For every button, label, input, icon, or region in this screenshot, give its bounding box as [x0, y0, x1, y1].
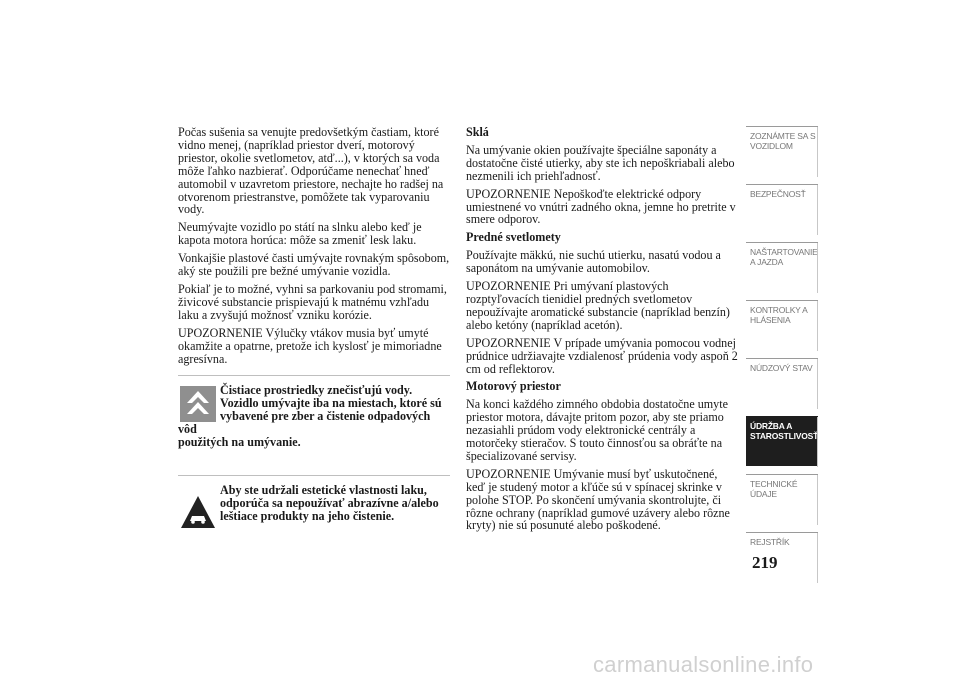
tab-maintenance[interactable]	[746, 416, 818, 466]
notice1-line1: Čistiace prostriedky znečisťujú vody.	[220, 383, 413, 398]
notice1-line2: Vozidlo umývajte iba na miestach, ktoré sú	[220, 396, 442, 411]
paragraph-sun: Neumývajte vozidlo po státí na slnku alebo keď je kapota motora horúca: môže sa zmeniť lesk laku.	[178, 220, 422, 248]
notice2-line3: leštiace produkty na jeho čistenie.	[220, 508, 395, 523]
tab-label: TECHNICKÉ	[750, 479, 798, 489]
tab-label: REJSTŘÍK	[750, 537, 790, 547]
car-warning-icon	[180, 494, 216, 530]
tab-safety[interactable]	[746, 184, 818, 234]
paragraph-trees: Pokiaľ je to možné, vyhni sa parkovaniu pod stromami, živicové substancie prispievajú k matnému vzhľadu laku a zvyšujú možnosť vzniku korózie.	[178, 281, 447, 322]
page-number: 219	[752, 553, 778, 572]
chapter-tabs	[746, 126, 818, 590]
notice2-line1: Aby ste udržali estetické vlastnosti laku,	[220, 482, 427, 497]
notice1-line3: vybavené pre zber a čistenie odpadových vôd	[178, 409, 431, 437]
right-column	[466, 126, 738, 537]
tab-label: NÚDZOVÝ STAV	[750, 363, 813, 373]
tab-label: ZOZNÁMTE SA S	[750, 131, 816, 141]
tab-label: KONTROLKY A	[750, 305, 808, 315]
paint-notice	[178, 475, 450, 523]
notice1-line4: použitých na umývanie.	[178, 435, 301, 450]
paragraph-engine: Na konci každého zimného obdobia dostatočne umyte priestor motora, dávajte pritom pozor, aby ste priamo nezasiahli prúdom vody elektronické centrály a motorčeky stieračov. S touto činnosťou sa obráťte na špecializované servisy.	[466, 397, 728, 463]
heading-headlights: Predné svetlomety	[466, 230, 561, 245]
paragraph-rear-window-warning: UPOZORNENIE Nepoškoďte elektrické odpory umiestnené vo vnútri zadného okna, jemne ho pretrite v smere odporov.	[466, 186, 736, 227]
tab-label: HLÁSENIA	[750, 315, 791, 325]
paragraph-drying: Počas sušenia sa venujte predovšetkým častiam, ktoré vidno menej, (napríklad priestor dverí, motorový priestor, okolie svetlometov, atď...), v ktorých sa voda môže ľahko nazbierať. Odporúčame nenechať hneď automobil v uzavretom priestore, nechajte ho radšej na otvorenom priestranstve, pomôžete tak vyparovaniu vody.	[178, 125, 444, 217]
tab-emergency[interactable]	[746, 358, 818, 408]
tab-starting-driving[interactable]	[746, 242, 818, 292]
tab-label: ÚDAJE	[750, 489, 777, 499]
paragraph-headlights-warning: UPOZORNENIE Pri umývaní plastových rozptyľovacích tienidiel predných svetlometov nepoužívajte aromatické substancie (napríklad benzín) alebo ketóny (napríklad acetón).	[466, 279, 730, 332]
tab-warning-lights[interactable]	[746, 300, 818, 350]
watermark: carmanualsonline.info	[593, 652, 814, 677]
paragraph-birds-warning: UPOZORNENIE Výlučky vtákov musia byť umyté okamžite a opatrne, pretože ich kyslosť je mimoriadne agresívna.	[178, 325, 442, 366]
tab-label: STAROSTLIVOSŤ	[750, 431, 819, 441]
tab-label: BEZPEČNOSŤ	[750, 189, 806, 199]
paragraph-headlights: Používajte mäkkú, nie suchú utierku, nasatú vodou a saponátom na umývanie automobilov.	[466, 248, 721, 276]
tab-getting-to-know[interactable]	[746, 126, 818, 176]
paragraph-glass: Na umývanie okien používajte špeciálne saponáty a dostatočne čisté utierky, aby ste ich nepoškriabali alebo nezmenili ich priehľadnosť.	[466, 142, 735, 183]
notice2-line2: odporúča sa nepoužívať abrazívne a/alebo	[220, 495, 439, 510]
tab-label: NAŠTARTOVANIE	[750, 247, 818, 257]
left-column	[178, 126, 450, 523]
recycle-icon	[180, 386, 216, 422]
tab-technical-data[interactable]	[746, 474, 818, 524]
paragraph-plastic: Vonkajšie plastové časti umývajte rovnakým spôsobom, aký ste použili pre bežné umývanie vozidla.	[178, 251, 450, 279]
paragraph-water-jet-warning: UPOZORNENIE V prípade umývania pomocou vodnej prúdnice udržiavajte vzdialenosť prúdenia vody aspoň 2 cm od reflektorov.	[466, 335, 738, 376]
environment-notice	[178, 375, 450, 449]
tab-label: A JAZDA	[750, 257, 784, 267]
heading-glass: Sklá	[466, 125, 489, 139]
heading-engine: Motorový priestor	[466, 379, 561, 394]
paragraph-engine-warning: UPOZORNENIE Umývanie musí byť uskutočnené, keď je studený motor a kľúče sú v spínacej skrinke v polohe STOP. Po skončení umývania skontrolujte, či rôzne ochrany (napríklad gumové uzávery alebo rôzne kryty) nie sú posunuté alebo poškodené.	[466, 466, 730, 533]
tab-label: ÚDRŽBA A	[750, 421, 793, 431]
tab-label: VOZIDLOM	[750, 141, 793, 151]
